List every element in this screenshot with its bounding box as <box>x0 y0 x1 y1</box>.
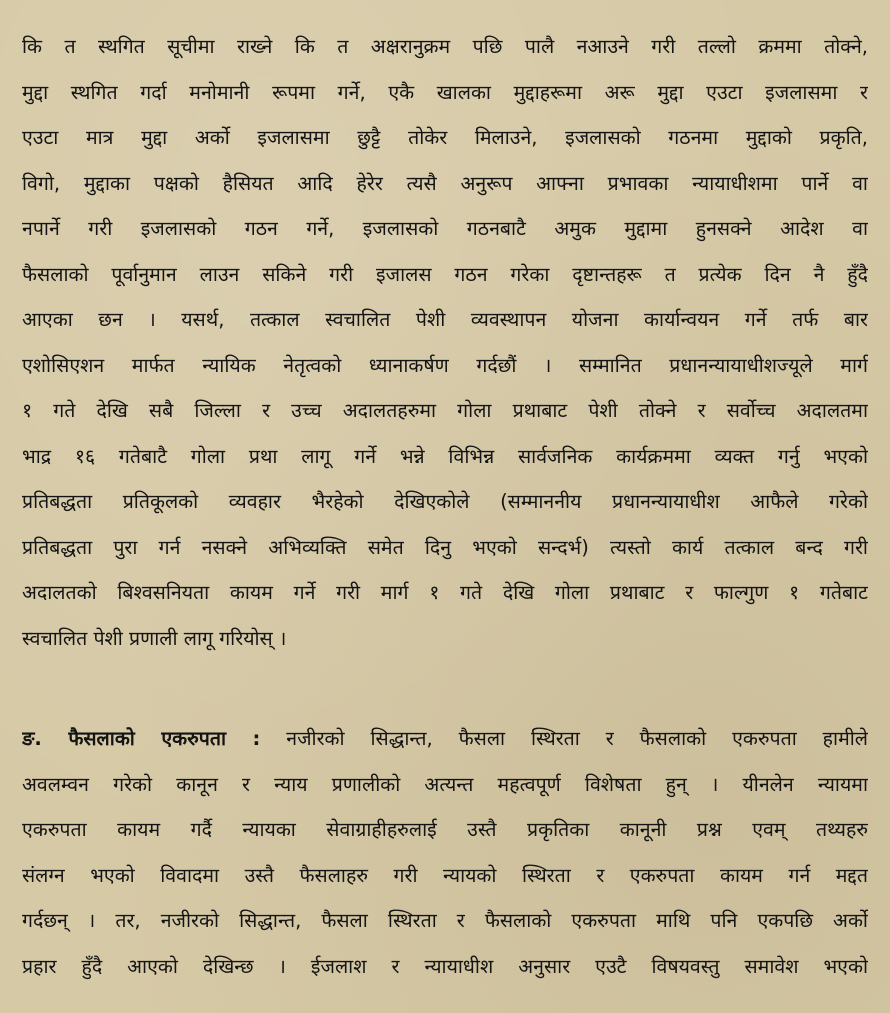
text-line: नपार्ने गरी इजलासको गठन गर्ने, इजलासको गठनबाटै अमुक मुद्दामा हुनसक्ने आदेश वा <box>22 217 868 240</box>
text-line: भाद्र १६ गतेबाटै गोला प्रथा लागू गर्ने भन्ने विभिन्न सार्वजनिक कार्यक्रममा व्यक्त गर्नु भएको <box>22 444 868 468</box>
text-line: संलग्न भएको विवादमा उस्तै फैसलाहरु गरी न्यायको स्थिरता र एकरुपता कायम गर्न मद्दत <box>22 863 868 887</box>
paragraph-judgment-uniformity <box>22 716 868 989</box>
section-heading: ङ. फैसलाको एकरुपता : <box>22 727 261 750</box>
text-line: अवलम्वन गरेको कानून र न्याय प्रणालीको अत्यन्त महत्वपूर्ण विशेषता हुन् । यीनलेन न्यायमा <box>22 772 868 796</box>
text-line: विगो, मुद्दाका पक्षको हैसियत आदि हेरेर त्यसै अनुरूप आफ्ना प्रभावका न्यायाधीशमा पार्ने वा <box>22 171 868 195</box>
text-line: एउटा मात्र मुद्दा अर्को इजलासमा छुट्टै तोकेर मिलाउने, इजलासको गठनमा मुद्दाको प्रकृति, <box>22 126 868 149</box>
text-line: कि त स्थगित सूचीमा राख्ने कि त अक्षरानुक्रम पछि पालै नआउने गरी तल्लो क्रममा तोक्ने, <box>22 35 868 58</box>
text-line: अदालतको बिश्वसनियता कायम गर्ने गरी मार्ग १ गते देखि गोला प्रथाबाट र फाल्गुण १ गतेबाट <box>22 581 868 604</box>
text-line: १ गते देखि सबै जिल्ला र उच्च अदालतहरुमा गोला प्रथाबाट पेशी तोक्ने र सर्वोच्च अदालतमा <box>22 399 868 422</box>
text-line: एशोसिएशन मार्फत न्यायिक नेतृत्वको ध्यानाकर्षण गर्दछौं । सम्मानित प्रधानन्यायाधीशज्यूले मार्ग <box>22 353 868 377</box>
text-line: गर्दछन् । तर, नजीरको सिद्धान्त, फैसला स्थिरता र फैसलाको एकरुपता माथि पनि एकपछि अर्को <box>22 909 868 932</box>
text-line: फैसलाको पूर्वानुमान लाउन सकिने गरी इजालस गठन गरेका दृष्टान्तहरू त प्रत्येक दिन नै हुँदै <box>22 262 868 286</box>
text-line: प्रतिबद्धता पुरा गर्न नसक्ने अभिव्यक्ति समेत दिनु भएको सन्दर्भ) त्यस्तो कार्य तत्काल बन्द गरी <box>22 535 868 559</box>
text-line: स्वचालित पेशी प्रणाली लागू गरियोस् । <box>22 626 287 650</box>
text-line: एकरुपता कायम गर्दै न्यायका सेवाग्राहीहरुलाई उस्तै प्रकृतिका कानूनी प्रश्न एवम् तथ्यहरु <box>22 818 868 841</box>
text-line: प्रतिबद्धता प्रतिकूलको व्यवहार भैरहेको देखिएकोले (सम्माननीय प्रधानन्यायाधीश आफैले गरेको <box>22 490 868 513</box>
text-line: प्रहार हुँदै आएको देखिन्छ । ईजलाश र न्यायाधीश अनुसार एउटै विषयवस्तु समावेश भएको <box>22 954 868 978</box>
text-line: मुद्दा स्थगित गर्दा मनोमानी रूपमा गर्ने, एकै खालका मुद्दाहरूमा अरू मुद्दा एउटा इजलासमा र <box>22 80 868 104</box>
heading-line-text: नजीरको सिद्धान्त, फैसला स्थिरता र फैसलाको एकरुपता हामीले <box>260 727 868 750</box>
paragraph-case-scheduling <box>22 24 868 661</box>
text-line-with-heading <box>22 716 868 762</box>
text-line: आएका छन । यसर्थ, तत्काल स्वचालित पेशी व्यवस्थापन योजना कार्यान्वयन गर्ने तर्फ बार <box>22 308 868 331</box>
